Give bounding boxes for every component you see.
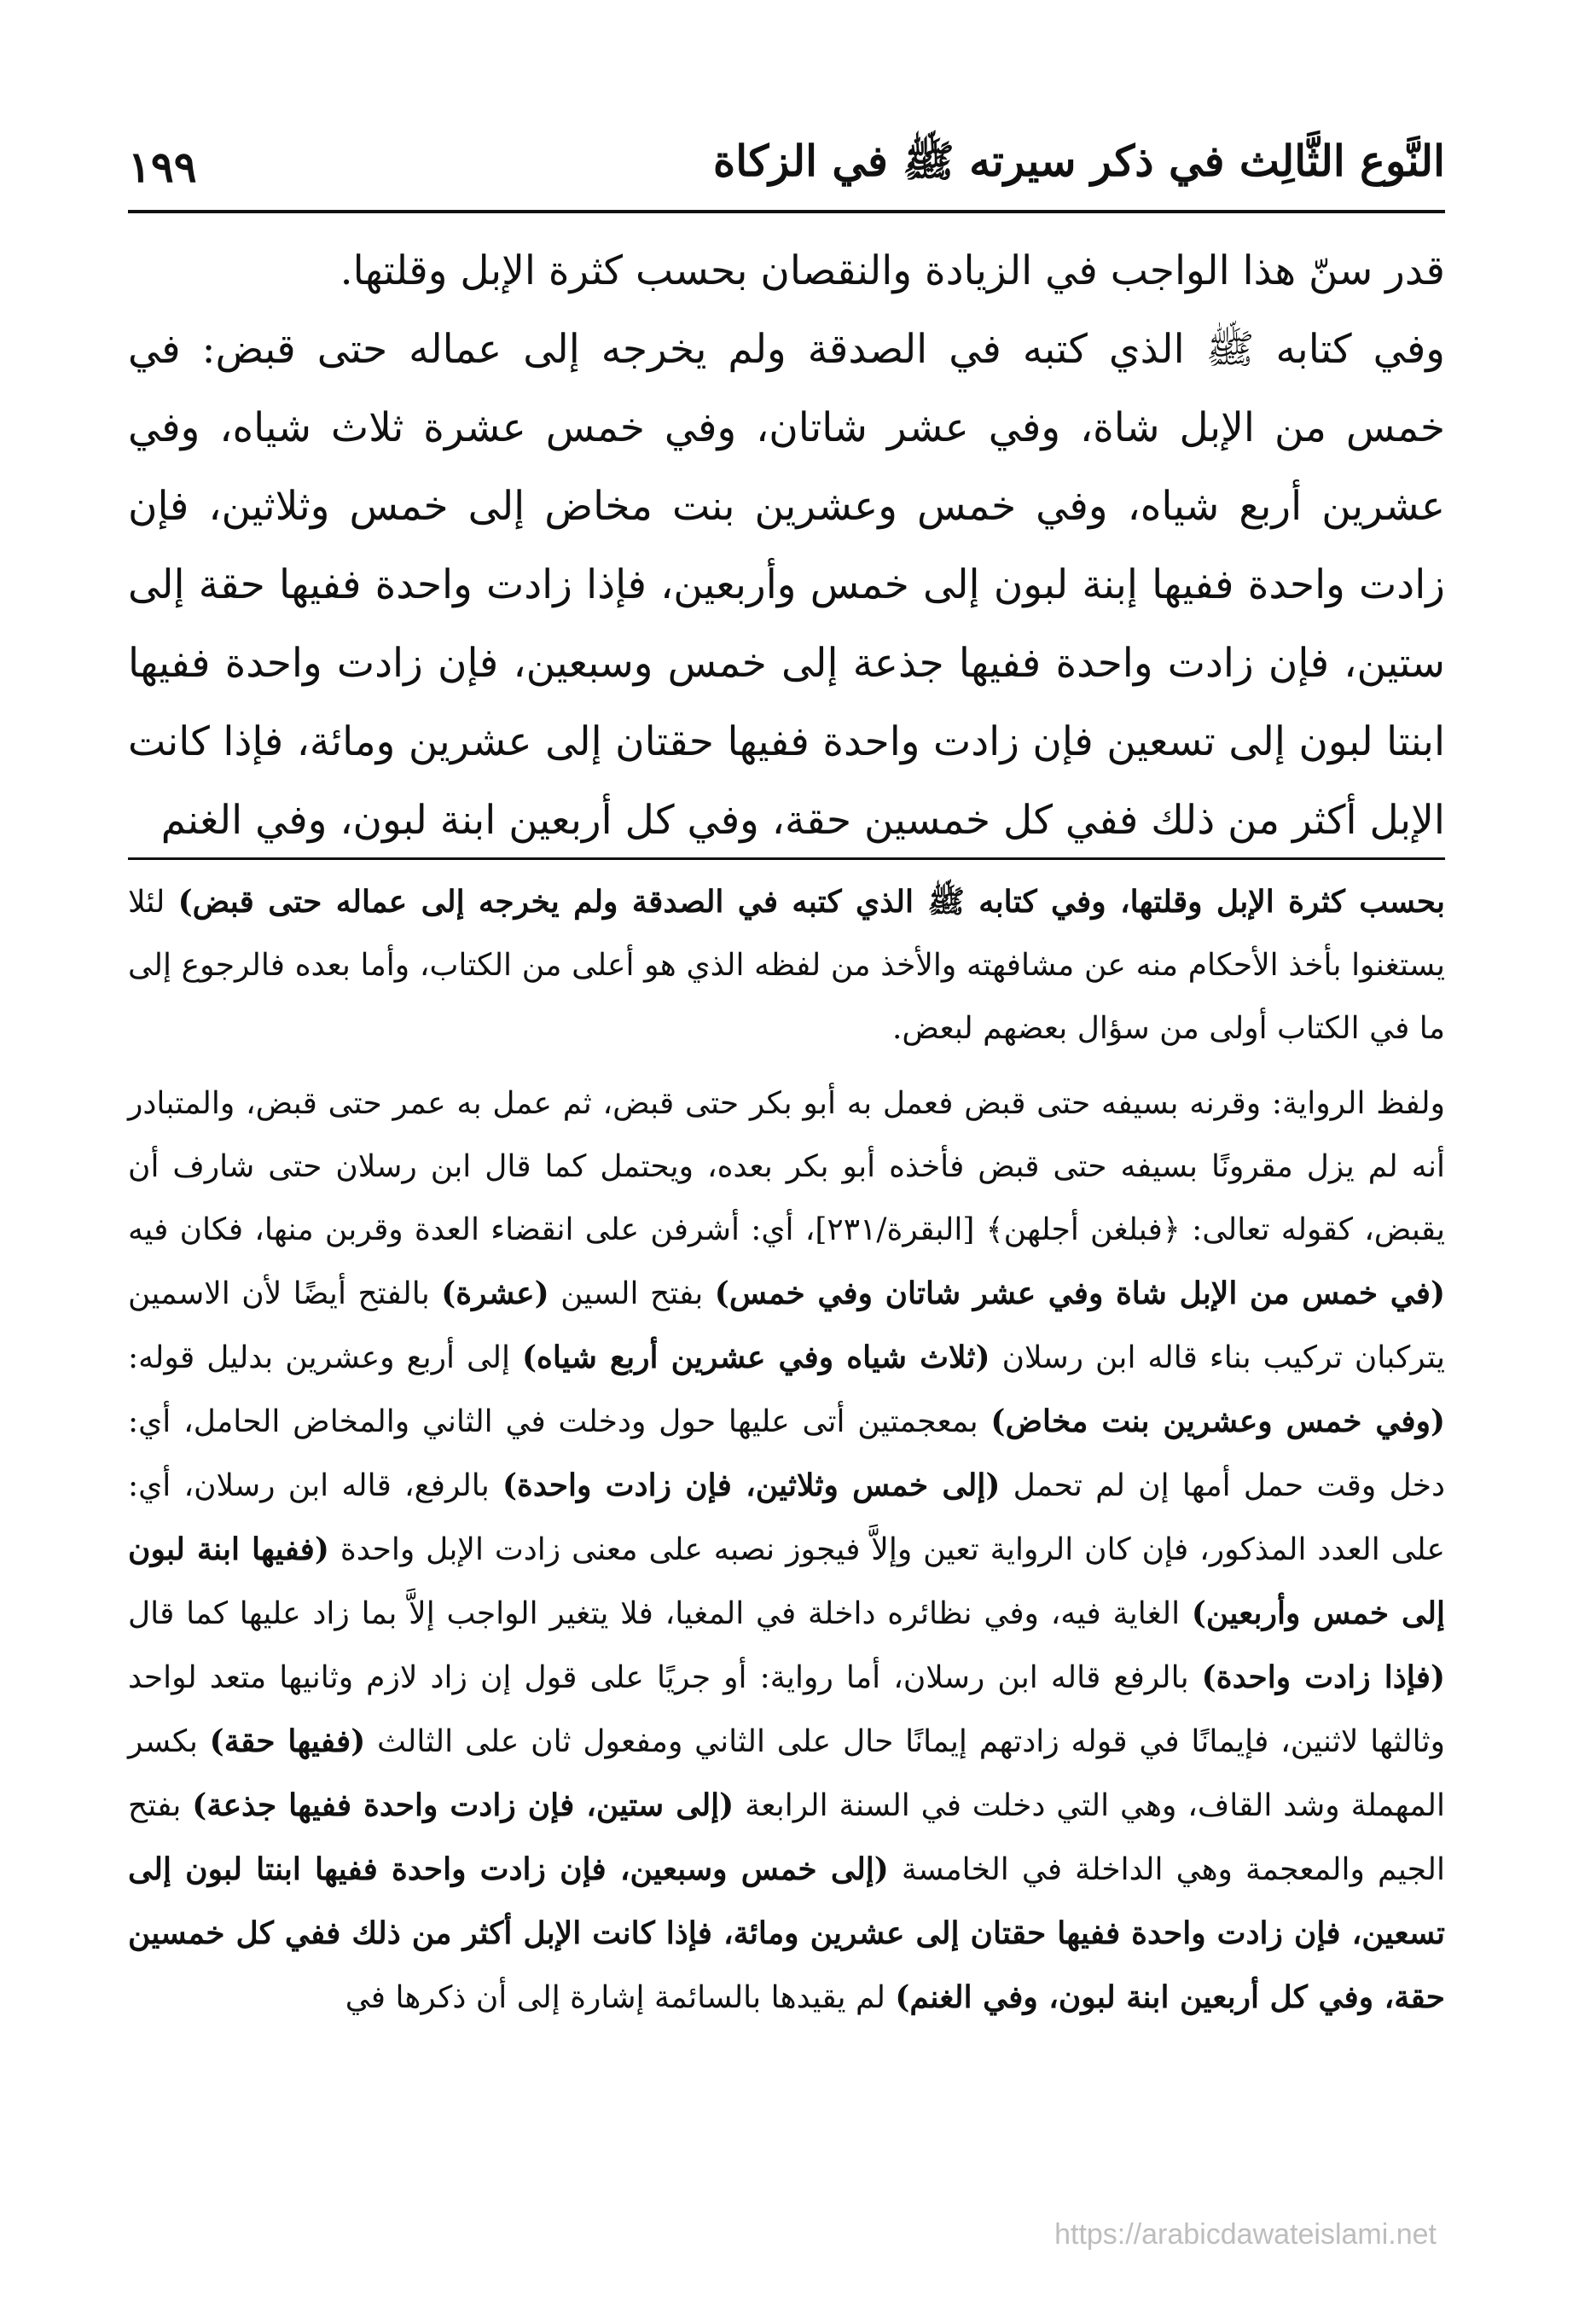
quoted-text: (في خمس من الإبل شاة وفي عشر شاتان وفي خمس) [714, 1275, 1446, 1311]
commentary-text: بفتح السين [549, 1276, 715, 1311]
commentary-text: بالفتح أيضًا لأن الاسمين يتركبان تركيب بناء قاله ابن رسلان [128, 1276, 1446, 1375]
commentary-paragraph [128, 1072, 1445, 2030]
header-divider [128, 210, 1445, 213]
commentary-text: إلى أربع وعشرين بدليل قوله: [128, 1340, 522, 1375]
quoted-text: بحسب كثرة الإبل وقلتها، وفي كتابه ﷺ الذي كتبه في الصدقة ولم يخرجه إلى عماله حتى قبض) [177, 884, 1445, 920]
watermark-url: https://arabicdawateislami.net [1054, 2218, 1437, 2251]
quoted-text: (إلى خمس وثلاثين، فإن زادت واحدة) [502, 1467, 1001, 1503]
running-title: النَّوع الثَّالِث في ذكر سيرته ﷺ في الزكاة [713, 136, 1445, 186]
main-paragraph: وفي كتابه ﷺ الذي كتبه في الصدقة ولم يخرجه إلى عماله حتى قبض: في خمس من الإبل شاة، وفي عشر شاتان، وفي خمس عشرة ثلاث شياه، وفي عشرين أربع شياه، وفي خمس وعشرين بنت مخاض إلى خمس وثلاثين، فإن زادت واحدة ففيها إبنة لبون إلى خمس وأربعين، فإذا زادت واحدة ففيها حقة إلى ستين، فإن زادت واحدة ففيها جذعة إلى خمس وسبعين، فإن زادت واحدة ففيها ابنتا لبون إلى تسعين فإن زادت واحدة ففيها حقتان إلى عشرين ومائة، فإذا كانت الإبل أكثر من ذلك ففي كل خمسين حقة، وفي كل أربعين ابنة لبون، وفي الغنم [128, 326, 1445, 844]
commentary [128, 870, 1445, 2030]
main-text [128, 232, 1445, 860]
commentary-text: ولفظ الرواية: وقرنه بسيفه حتى قبض فعمل به أبو بكر حتى قبض، ثم عمل به عمر حتى قبض، والمتبادر أنه لم يزل مقرونًا بسيفه حتى قبض فأخذه أبو بكر بعده، ويحتمل كما قال ابن رسلان حتى شارف أن يقبض، كقوله تعالى: ﴿فبلغن أجلهن﴾ [البقرة/٢٣١]، أي: أشرفن على انقضاء العدة وقربن منها، فكان فيه [128, 1086, 1446, 1247]
commentary-text: بفتح الجيم والمعجمة وهي الداخلة في الخامسة [128, 1788, 1446, 1887]
commentary-text: لئلا يستغنوا بأخذ الأحكام منه عن مشافهته والأخذ من لفظه الذي هو أعلى من الكتاب، وأما بعده فالرجوع إلى ما في الكتاب أولى من سؤال بعضهم لبعض. [128, 885, 1445, 1046]
quoted-text: (ففيها حقة) [209, 1723, 366, 1759]
commentary-paragraph [128, 870, 1445, 1060]
main-paragraph: قدر سنّ هذا الواجب في الزيادة والنقصان بحسب كثرة الإبل وقلتها. [340, 247, 1445, 294]
quoted-text: (ثلاث شياه وفي عشرين أربع شياه) [521, 1339, 990, 1375]
quoted-text: (فإذا زادت واحدة) [1201, 1659, 1445, 1695]
commentary-text: لم يقيدها بالسائمة إشارة إلى أن ذكرها في [345, 1980, 896, 2015]
quoted-text: (ففيها ابنة لبون إلى خمس وأربعين) [128, 1531, 1446, 1631]
commentary-text: بمعجمتين أتى عليها حول ودخلت في الثاني والمخاض الحامل، أي: دخل وقت حمل أمها إن لم تحمل [128, 1404, 1445, 1503]
quoted-text: (إلى ستين، فإن زادت واحدة ففيها جذعة) [192, 1787, 734, 1823]
page-number: ١٩٩ [128, 141, 197, 192]
commentary-text: بالرفع، قاله ابن رسلان، أي: على العدد المذكور، فإن كان الرواية تعين وإلاَّ فيجوز نصبه على معنى زادت الإبل واحدة [128, 1468, 1445, 1567]
quoted-text: (عشرة) [441, 1275, 549, 1311]
commentary-text: بالرفع قاله ابن رسلان، أما رواية: أو جريًا على قول إن زاد لازم وثانيها متعد لواحد وثالثها لاثنين، فإيمانًا في قوله زادتهم إيمانًا حال على الثاني ومفعول ثان على الثالث [128, 1660, 1445, 1759]
footnote-divider [128, 857, 1445, 860]
commentary-text: بكسر المهملة وشد القاف، وهي التي دخلت في السنة الرابعة [128, 1724, 1445, 1823]
quoted-text: (إلى خمس وسبعين، فإن زادت واحدة ففيها ابنتا لبون إلى تسعين، فإن زادت واحدة ففيها حقتان إلى عشرين ومائة، فإذا كانت الإبل أكثر من ذلك ففي كل خمسين حقة، وفي كل أربعين ابنة لبون، وفي الغنم) [128, 1851, 1445, 2015]
page-header [128, 119, 1445, 213]
quoted-text: (وفي خمس وعشرين بنت مخاض) [990, 1403, 1445, 1439]
commentary-text: الغاية فيه، وفي نظائره داخلة في المغيا، فلا يتغير الواجب إلاَّ بما زاد عليها كما قال [128, 1596, 1192, 1631]
